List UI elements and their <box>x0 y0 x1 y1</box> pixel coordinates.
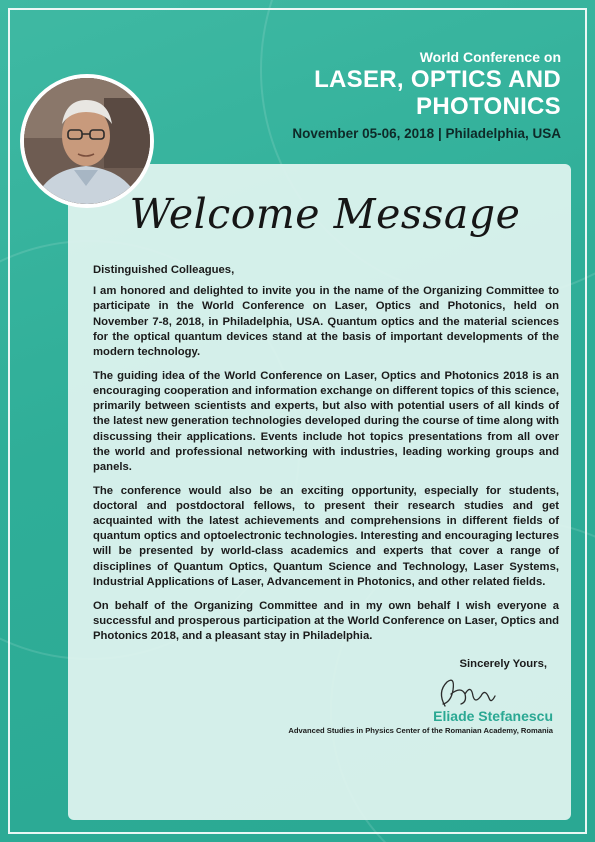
portrait-photo <box>20 74 154 208</box>
welcome-title: Welcome Message <box>129 190 521 238</box>
signer-affiliation: Advanced Studies in Physics Center of the Romanian Academy, Romania <box>288 726 553 735</box>
conference-date-location: November 05-06, 2018 | Philadelphia, USA <box>292 126 561 141</box>
letter-paragraph: On behalf of the Organizing Committee and in my own behalf I wish everyone a successful and prosperous participation at the World Conference on Laser, Optics and Photonics 2018, and a pleasant stay in Philadelphia. <box>93 599 559 642</box>
letter-paragraph: The conference would also be an exciting opportunity, especially for students, doctoral and postdoctoral fellows, to present their research studies and get acquainted with the latest achievements and comprehensions in different fields of quantum optics and optoelectronic technologies. Interesting and encouraging lectures will be presented by world-class academics and experts that cover a range of disciplines of Quantum Optics, Quantum Science and Technology, Laser Systems, Industrial Applications of Laser, Advancement in Photonics, and other related fields. <box>93 484 559 588</box>
conference-header <box>292 48 561 141</box>
portrait-illustration <box>24 78 150 204</box>
signer-name: Eliade Stefanescu <box>433 708 553 724</box>
letter-greeting: Distinguished Colleagues, <box>93 264 235 276</box>
letter-paragraph: I am honored and delighted to invite you in the name of the Organizing Committee to participate in the World Conference on Laser, Optics and Photonics, held on November 7-8, 2018, in Philadelphia, USA. Quantum optics and the material sciences for the optical quantum devices stand at the basis of important developments of the modern technology. <box>93 285 559 359</box>
conference-title-line2: PHOTONICS <box>416 93 561 120</box>
signature-block <box>253 658 553 735</box>
letter-paragraph: The guiding idea of the World Conference on Laser, Optics and Photonics 2018 is an encouraging cooperation and information exchange on different topics of this science, primarily between scientists and experts, but also with potential users of all kinds of the latest new generation technologies developed during the course of time along with discussing their applications. Events include hot topics presentations from all over the world and professional networking with industries, leading working groups and panels. <box>93 369 559 473</box>
letter-body <box>93 263 559 653</box>
conference-title-line1: LASER, OPTICS AND <box>314 66 561 93</box>
closing-sincerely: Sincerely Yours, <box>459 658 547 670</box>
conference-pretitle: World Conference on <box>419 49 561 65</box>
